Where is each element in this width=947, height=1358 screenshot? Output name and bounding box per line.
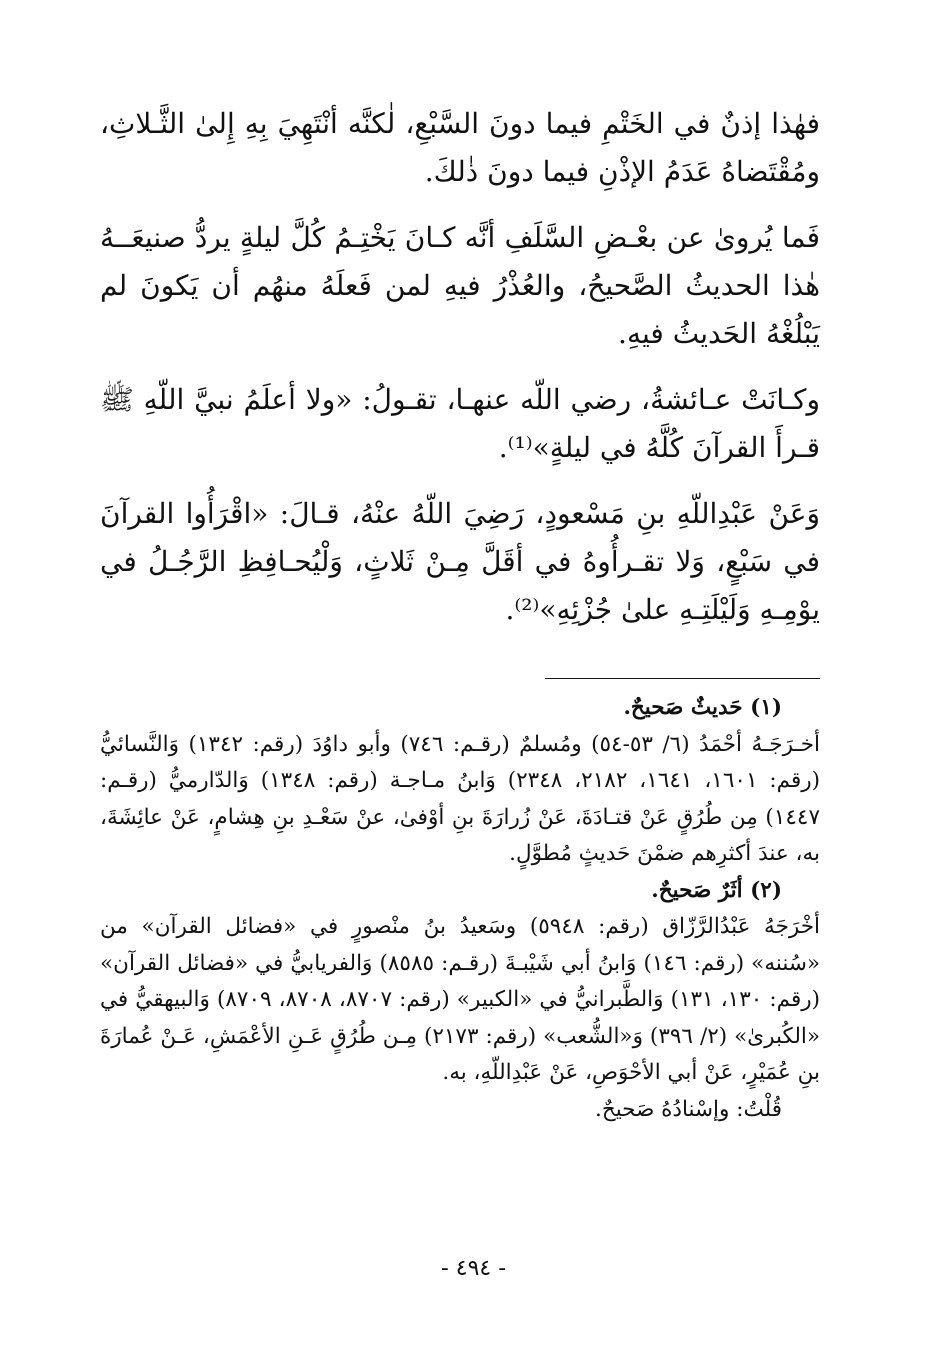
paragraph-salaf-practice: فَما يُروىٰ عن بعْـضِ السَّلَفِ أنَّه كـانَ يَخْتِـمُ كُلَّ ليلةٍ يردُّ صنيعَــهُ هٰذا الحديثُ الصَّحيحُ، والعُذْرُ فيهِ لمن فَعلَهُ منهُم أن يَكونَ لم يَبْلُغْهُ الحَديثُ فيهِ. — [100, 221, 820, 350]
footnote-1-body: أخـرَجَـهُ أحْمَدُ (٦/ ٥٣-٥٤) ومُسلمٌ (رقـم: ٧٤٦) وأبو داوُدَ (رقم: ١٣٤٢) وَالنَّسائيُّ (رقم: ١٦٠١، ١٦٤١، ٢١٨٢، ٢٣٤٨) وَابنُ مـاجـة (رقم: ١٣٤٨) وَالدّارميُّ (رقـم: ١٤٤٧) مِن طُرُقٍ عَنْ قتـادَةَ، عَنْ زُرارَةَ بنِ أوْفىٰ، عنْ سَعْـدِ بنِ هِشامٍ، عَنْ عائِشَةَ، به، عندَ أكثرِهم ضمْنَ حَديثٍ مُطوَّلٍ. — [100, 731, 821, 866]
footnote-1-heading: (١) حَديثٌ صَحيحٌ. — [623, 695, 782, 720]
footnote-2-note: قُلْتُ: وإسْنادُهُ صَحيحٌ. — [594, 1096, 782, 1122]
page-number: - ٤٩٤ - — [440, 1256, 507, 1281]
paragraph-ibn-masud-quote: وَعَنْ عَبْدِاللّهِ بنِ مَسْعودٍ، رَضِيَ اللّهُ عنْهُ، قـالَ: «اقْرَأُوا القرآنَ في سَبْعٍ، وَلا تقـرأُوهُ في أقَلَّ مِـنْ ثَلاثٍ، وَلْيُحـافِظِ الرَّجُـلُ في يوْمِـهِ وَلَيْلَتِـهِ علىٰ جُزْئِهِ»⁽²⁾. — [100, 497, 820, 626]
footnote-2-body: أخْرَجَهُ عَبْدُالرَّزّاق (رقم: ٥٩٤٨) وسَعيدُ بنُ منْصورٍ في «فضائل القرآن» من «سُننه» (رقم: ١٤٦) وَابنُ أبي شَيْبـةَ (رقـم: ٨٥٨٥) وَالفريابيُّ في «فضائل القرآن» (رقم: ١٣٠، ١٣١) وَالطَّبرانيُّ في «الكبير» (رقم: ٨٧٠٧، ٨٧٠٨، ٨٧٠٩) وَالبيهقيُّ في «الكُبرىٰ» (٢/ ٣٩٦) وَ«الشُّعب» (رقم: ٢١٧٣) مِـن طُرُقٍ عَـنِ الأعْمَشِ، عَـنْ عُمارَةَ بنِ عُمَيْرٍ، عَنْ أبي الأحْوَصِ، عَنْ عَبْدِاللّهِ، به. — [100, 914, 821, 1085]
paragraph-khatm-permission: فهٰذا إذنٌ في الخَتْمِ فيما دونَ السَّبْعِ، لٰكنَّه أنْتَهِيَ بِهِ إِلىٰ الثَّـلاثِ، ومُقْتَضاهُ عَدَمُ الإذْنِ فيما دونَ ذٰلكَ. — [100, 107, 820, 188]
footnote-2-heading: (٢) أثَرٌ صَحيحٌ. — [651, 877, 782, 903]
paragraph-aisha-quote: وكـانَتْ عـائشةُ، رضي اللّه عنهـا، تقـولُ: «ولا أعلَمُ نبيَّ اللّهِ ﷺ قـرأَ القرآنَ كُلَّهُ في ليلةٍ»⁽¹⁾. — [100, 383, 820, 464]
footnotes — [100, 690, 820, 1128]
main-text — [100, 100, 820, 634]
footnote-separator — [545, 678, 820, 679]
